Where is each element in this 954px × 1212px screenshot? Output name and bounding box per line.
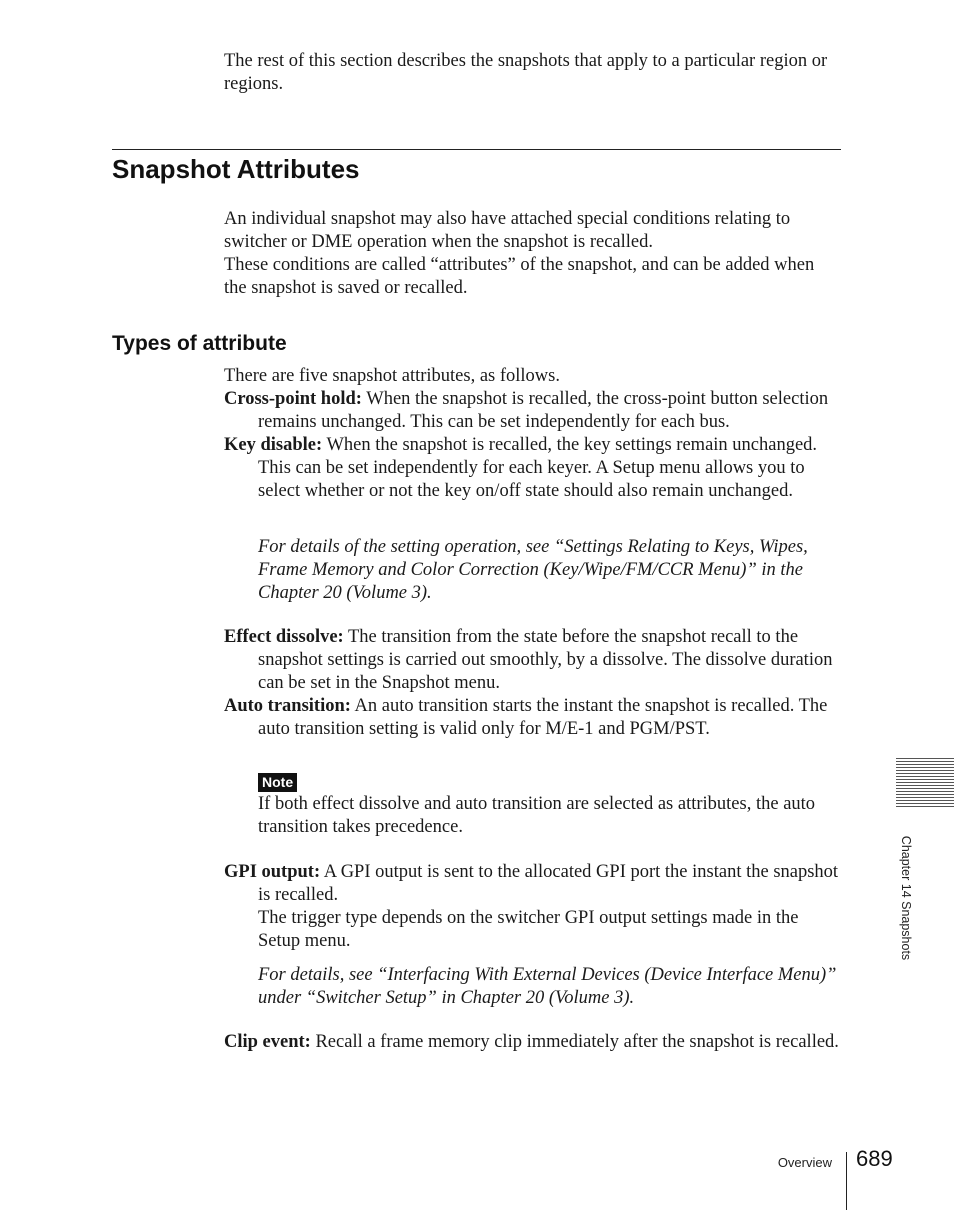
item-auto-transition	[224, 695, 840, 741]
item-clip-event	[224, 1031, 840, 1054]
footer-section-label: Overview	[777, 1155, 832, 1170]
footer-divider	[846, 1152, 847, 1210]
item-desc: When the snapshot is recalled, the cross-point button selection remains unchanged. This can be set independently for each bus.	[258, 389, 829, 432]
item-term: Key disable:	[224, 435, 323, 455]
attribute-list-2	[224, 626, 840, 741]
gpi-output-continued: The trigger type depends on the switcher GPI output settings made in the Setup menu.	[258, 908, 799, 951]
section-paragraph-2: These conditions are called “attributes” of the snapshot, and can be added when the snapshot is saved or recalled.	[224, 255, 815, 298]
item-term: GPI output:	[224, 862, 321, 882]
note-badge: Note	[258, 773, 297, 792]
item-desc: When the snapshot is recalled, the key settings remain unchanged. This can be set independently for each keyer. A Setup menu allows you to select whether or not the key on/off state should also remain unchanged.	[258, 435, 818, 501]
item-cross-point-hold	[224, 388, 840, 434]
gpi-output-xref: For details, see “Interfacing With External Devices (Device Interface Menu)” under “Switcher Setup” in Chapter 20 (Volume 3).	[258, 965, 837, 1008]
types-intro: There are five snapshot attributes, as follows.	[224, 366, 560, 386]
item-key-disable	[224, 434, 840, 503]
subsection-title: Types of attribute	[112, 332, 287, 355]
attribute-list	[224, 365, 840, 503]
item-term: Auto transition:	[224, 696, 351, 716]
item-desc: An auto transition starts the instant the snapshot is recalled. The auto transition setting is valid only for M/E-1 and PGM/PST.	[258, 696, 828, 739]
page-number: 689	[856, 1146, 893, 1171]
item-term: Clip event:	[224, 1032, 311, 1052]
attribute-list-4	[224, 1031, 840, 1054]
item-desc: The transition from the state before the snapshot recall to the snapshot settings is carried out smoothly, by a dissolve. The dissolve duration can be set in the Snapshot menu.	[258, 627, 833, 693]
item-desc: A GPI output is sent to the allocated GPI port the instant the snapshot is recalled.	[258, 862, 839, 905]
intro-paragraph: The rest of this section describes the snapshots that apply to a particular region or regions.	[224, 51, 828, 94]
section-paragraph-1: An individual snapshot may also have attached special conditions relating to switcher or DME operation when the snapshot is recalled.	[224, 209, 791, 252]
item-term: Cross-point hold:	[224, 389, 362, 409]
item-term: Effect dissolve:	[224, 627, 344, 647]
section-title: Snapshot Attributes	[112, 154, 360, 184]
chapter-side-label: Chapter 14 Snapshots	[899, 835, 913, 961]
item-effect-dissolve	[224, 626, 840, 695]
key-disable-xref: For details of the setting operation, see “Settings Relating to Keys, Wipes, Frame Memory and Color Correction (Key/Wipe/FM/CCR Menu)” in the Chapter 20 (Volume 3).	[258, 537, 808, 603]
chapter-tab-marker	[896, 758, 954, 808]
note-text: If both effect dissolve and auto transition are selected as attributes, the auto transition takes precedence.	[258, 794, 816, 837]
attribute-list-3	[224, 861, 840, 907]
item-desc: Recall a frame memory clip immediately after the snapshot is recalled.	[310, 1032, 839, 1052]
section-rule	[112, 149, 841, 150]
item-gpi-output	[224, 861, 840, 907]
